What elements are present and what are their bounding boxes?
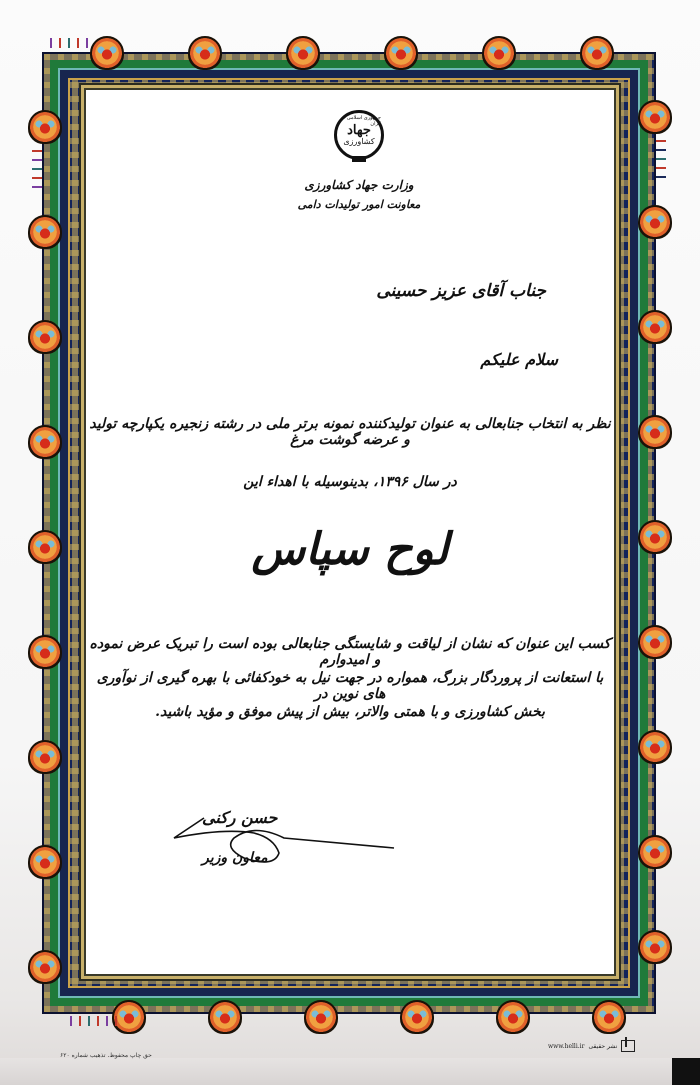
medallion-icon (638, 625, 672, 659)
medallion-icon (580, 36, 614, 70)
medallion-icon (90, 36, 124, 70)
medallion-icon (28, 740, 62, 774)
body-line: بخش کشاورزی و با همتی والاتر، بیش از پیش موفق و مؤید باشید. (155, 704, 545, 720)
signatory-name: حسن رکنی (202, 808, 278, 827)
frame-fringe-top (50, 38, 88, 48)
signatory-role: معاون وزیر (202, 850, 268, 866)
medallion-icon (28, 425, 62, 459)
medallion-icon (638, 520, 672, 554)
publisher-website: www.helli.ir (548, 1042, 585, 1050)
medallion-icon (400, 1000, 434, 1034)
medallion-icon (384, 36, 418, 70)
medallion-icon (28, 845, 62, 879)
greeting: سلام علیکم (480, 350, 558, 369)
certificate-title: لوح سپاس (251, 524, 449, 575)
certificate-content (84, 88, 616, 976)
medallion-icon (28, 635, 62, 669)
publisher-name: نشر حقیقی (588, 1042, 618, 1050)
medallion-icon (28, 320, 62, 354)
medallion-icon (28, 950, 62, 984)
paper-bottom-edge (0, 1058, 700, 1085)
medallion-icon (304, 1000, 338, 1034)
medallion-icon (28, 110, 62, 144)
background-corner (672, 1058, 700, 1085)
medallion-icon (188, 36, 222, 70)
publisher-info (548, 1040, 635, 1052)
body-line: با استعانت از پروردگار بزرگ، همواره در جهت نیل به خودکفائی با بهره گیری از نوآوری های نوین در (96, 670, 604, 702)
ministry-name: وزارت جهاد کشاورزی (304, 178, 414, 192)
logo-base (352, 156, 366, 162)
logo-sub-text: کشاورزی (343, 137, 375, 146)
medallion-icon (112, 1000, 146, 1034)
medallion-icon (638, 310, 672, 344)
frame-fringe-right (656, 140, 666, 178)
deputy-name: معاونت امور تولیدات دامی (297, 198, 421, 211)
medallion-icon (638, 415, 672, 449)
medallion-icon (638, 835, 672, 869)
medallion-icon (638, 930, 672, 964)
year-line: در سال ۱۳۹۶، بدینوسیله با اهداء این (243, 474, 457, 490)
medallion-icon (28, 530, 62, 564)
medallion-icon (28, 215, 62, 249)
print-note: حق چاپ محفوظ. تذهیب شماره ۶۲۰ (60, 1052, 152, 1059)
medallion-icon (286, 36, 320, 70)
medallion-icon (638, 205, 672, 239)
signature-icon (164, 798, 404, 878)
frame-fringe-bottom (70, 1016, 117, 1026)
medallion-icon (592, 1000, 626, 1034)
ministry-logo-icon (334, 110, 384, 160)
publisher-logo-icon (621, 1040, 635, 1052)
frame-fringe-left (32, 150, 42, 188)
medallion-icon (482, 36, 516, 70)
medallion-icon (638, 730, 672, 764)
logo-top-text: جمهوری اسلامی ایران (346, 115, 381, 127)
body-line: کسب این عنوان که نشان از لیاقت و شایستگی جنابعالی بوده است را تبریک عرض نموده و امیدوارم (89, 636, 611, 668)
intro-paragraph: نظر به انتخاب جنابعالی به عنوان تولیدکننده نمونه برتر ملی در رشته زنجیره یکپارچه تولید و عرضه گوشت مرغ (89, 416, 611, 448)
medallion-icon (208, 1000, 242, 1034)
medallion-icon (496, 1000, 530, 1034)
recipient-name: جناب آقای عزیز حسینی (376, 281, 546, 301)
medallion-icon (638, 100, 672, 134)
logo-main-text: جهاد (347, 123, 371, 138)
